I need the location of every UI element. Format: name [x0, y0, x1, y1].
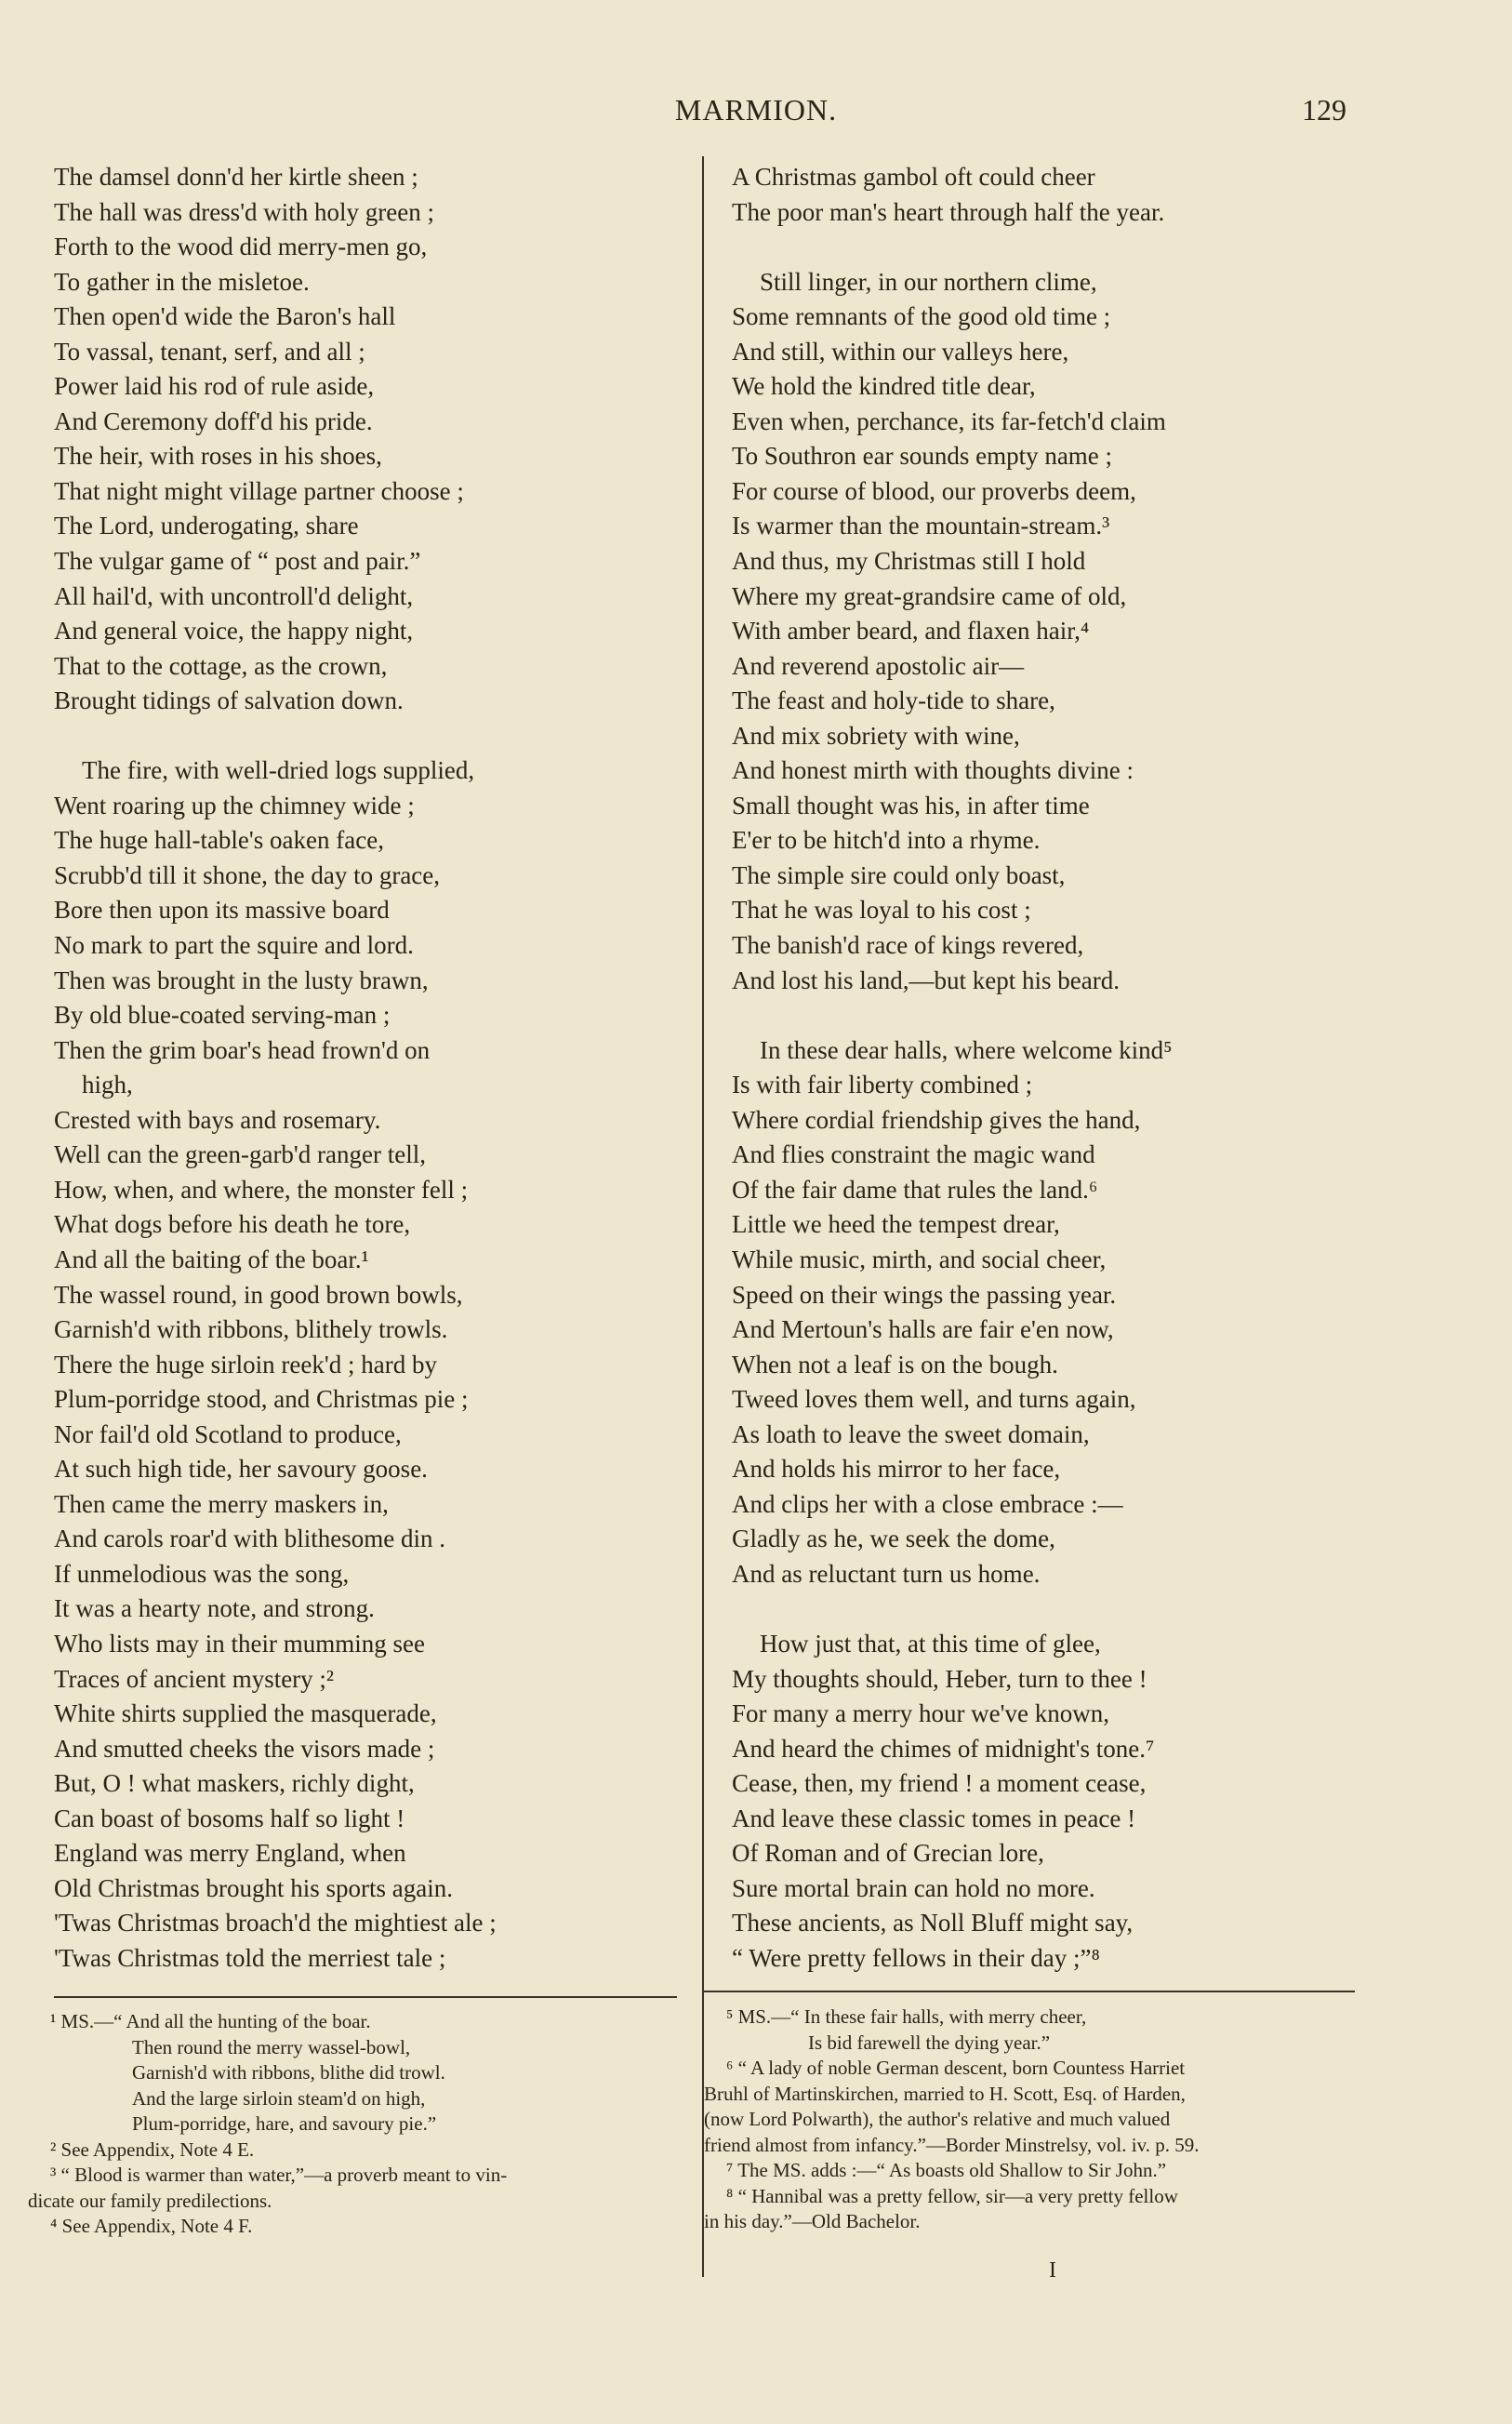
verse-line: The wassel round, in good brown bowls, — [54, 1280, 463, 1309]
verse-line: Small thought was his, in after time — [732, 791, 1090, 819]
verse-line: That he was loyal to his cost ; — [732, 896, 1031, 925]
footnote-line: ⁸ “ Hannibal was a pretty fellow, sir—a very pretty fellow — [726, 2184, 1178, 2207]
footnote-line: ⁷ The MS. adds :—“ As boasts old Shallow to Sir John.” — [726, 2159, 1167, 2181]
verse-line: And reverend apostolic air— — [732, 651, 1025, 680]
verse-line: And Ceremony doff'd his pride. — [54, 406, 373, 435]
footnotes-left — [28, 2009, 688, 2240]
footnote-line: Is bid farewell the dying year.” — [808, 2031, 1051, 2054]
verse-line: Where cordial friendship gives the hand, — [732, 1105, 1141, 1134]
verse-line: To Southron ear sounds empty name ; — [732, 442, 1113, 471]
verse-line: high, — [82, 1071, 133, 1099]
footnote-rule-right — [704, 1991, 1355, 1992]
signature-mark: I — [1049, 2258, 1056, 2283]
footnote-line: (now Lord Polwarth), the author's relative and much valued — [704, 2108, 1171, 2130]
verse-line: Plum-porridge stood, and Christmas pie ; — [54, 1385, 469, 1414]
verse-line: But, O ! what maskers, richly dight, — [54, 1769, 415, 1798]
verse-line: And still, within our valleys here, — [732, 337, 1069, 366]
verse-line: Tweed loves them well, and turns again, — [732, 1385, 1136, 1414]
footnote-line: ¹ MS.—“ And all the hunting of the boar. — [50, 2010, 371, 2032]
verse-line: All hail'd, with uncontroll'd delight, — [54, 581, 414, 610]
footnote-rule-left — [54, 1996, 677, 1998]
verse-line: Is warmer than the mountain-stream.³ — [732, 512, 1110, 540]
left-stanza-2 — [54, 753, 686, 1976]
footnote-line: ⁵ MS.—“ In these fair halls, with merry cheer, — [726, 2005, 1087, 2028]
footnotes-right — [704, 2004, 1355, 2235]
verse-line: These ancients, as Noll Bluff might say, — [732, 1909, 1134, 1938]
verse-line: Then was brought in the lusty brawn, — [54, 966, 429, 994]
verse-line: Power laid his rod of rule aside, — [54, 372, 375, 401]
verse-line: The simple sire could only boast, — [732, 860, 1066, 889]
footnote-line: And the large sirloin steam'd on high, — [132, 2086, 426, 2110]
verse-line: Traces of ancient mystery ;² — [54, 1664, 335, 1693]
verse-line: To gather in the misletoe. — [54, 267, 310, 296]
verse-line: How, when, and where, the monster fell ; — [54, 1175, 469, 1204]
verse-line: And Mertoun's halls are fair e'en now, — [732, 1315, 1114, 1344]
verse-line: Then came the merry maskers in, — [54, 1489, 389, 1518]
verse-line: And holds his mirror to her face, — [732, 1455, 1061, 1484]
verse-line: We hold the kindred title dear, — [732, 372, 1036, 401]
footnote-line: friend almost from infancy.”—Border Minstrelsy, vol. iv. p. 59. — [704, 2133, 1200, 2156]
footnote-line: Bruhl of Martinskirchen, married to H. Scott, Esq. of Harden, — [704, 2082, 1186, 2105]
column-divider — [702, 156, 704, 2277]
verse-line: Even when, perchance, its far-fetch'd claim — [732, 406, 1166, 435]
right-column — [732, 160, 1346, 1976]
verse-line: And general voice, the happy night, — [54, 617, 414, 646]
verse-line: For course of blood, our proverbs deem, — [732, 476, 1136, 505]
verse-line: And heard the chimes of midnight's tone.⁷ — [732, 1734, 1155, 1763]
left-stanza-1 — [54, 160, 686, 719]
verse-line: The fire, with well-dried logs supplied, — [82, 756, 475, 785]
footnote-line: dicate our family predilections. — [28, 2189, 272, 2212]
footnote-line: ⁶ “ A lady of noble German descent, born Countess Harriet — [726, 2057, 1186, 2079]
verse-line: And smutted cheeks the visors made ; — [54, 1734, 435, 1763]
verse-line: And thus, my Christmas still I hold — [732, 547, 1086, 576]
footnote-line: ³ “ Blood is warmer than water,”—a proverb meant to vin- — [50, 2164, 508, 2186]
verse-line: Still linger, in our northern clime, — [760, 267, 1097, 296]
verse-line: While music, mirth, and social cheer, — [732, 1245, 1107, 1273]
verse-line: Little we heed the tempest drear, — [732, 1210, 1060, 1239]
verse-line: Forth to the wood did merry-men go, — [54, 233, 428, 261]
verse-line: The vulgar game of “ post and pair.” — [54, 547, 421, 576]
footnote-line: Garnish'd with ribbons, blithe did trowl. — [132, 2061, 445, 2084]
verse-line: And carols roar'd with blithesome din . — [54, 1525, 446, 1553]
verse-line: And as reluctant turn us home. — [732, 1559, 1041, 1588]
verse-line: Nor fail'd old Scotland to produce, — [54, 1419, 402, 1448]
verse-line: Old Christmas brought his sports again. — [54, 1873, 453, 1902]
verse-line: Bore then upon its massive board — [54, 896, 390, 925]
page-number: 129 — [1302, 93, 1346, 127]
right-stanza-2 — [732, 265, 1346, 998]
verse-line: And all the baiting of the boar.¹ — [54, 1245, 369, 1273]
verse-line: If unmelodious was the song, — [54, 1559, 350, 1588]
stanza-gap — [732, 998, 1346, 1033]
verse-line: The heir, with roses in his shoes, — [54, 442, 382, 471]
left-column — [54, 160, 686, 1976]
footnote-line: Plum-porridge, hare, and savoury pie.” — [132, 2112, 437, 2135]
footnote-line: Then round the merry wassel-bowl, — [132, 2035, 411, 2058]
verse-line: The Lord, underogating, share — [54, 512, 359, 540]
verse-line: Can boast of bosoms half so light ! — [54, 1804, 405, 1832]
verse-line: Some remnants of the good old time ; — [732, 302, 1111, 331]
verse-line: And mix sobriety with wine, — [732, 721, 1020, 750]
verse-line: The huge hall-table's oaken face, — [54, 826, 384, 855]
verse-line: My thoughts should, Heber, turn to thee ! — [732, 1664, 1147, 1693]
verse-line: And lost his land,—but kept his beard. — [732, 966, 1120, 994]
verse-line: Gladly as he, we seek the dome, — [732, 1525, 1055, 1553]
verse-line: When not a leaf is on the bough. — [732, 1350, 1058, 1378]
verse-line: How just that, at this time of glee, — [760, 1629, 1101, 1658]
verse-line: Sure mortal brain can hold no more. — [732, 1873, 1095, 1902]
verse-line: 'Twas Christmas broach'd the mightiest ale ; — [54, 1909, 497, 1938]
verse-line: The feast and holy-tide to share, — [732, 686, 1055, 715]
verse-line: 'Twas Christmas told the merriest tale ; — [54, 1943, 446, 1972]
verse-line: “ Were pretty fellows in their day ;”⁸ — [732, 1943, 1100, 1972]
verse-line: And clips her with a close embrace :— — [732, 1489, 1123, 1518]
verse-line: To vassal, tenant, serf, and all ; — [54, 337, 365, 366]
verse-line: Who lists may in their mumming see — [54, 1629, 425, 1658]
verse-line: That to the cottage, as the crown, — [54, 651, 388, 680]
verse-line: Brought tidings of salvation down. — [54, 686, 404, 715]
verse-line: There the huge sirloin reek'd ; hard by — [54, 1350, 437, 1378]
right-stanza-3 — [732, 1033, 1346, 1592]
verse-line: And flies constraint the magic wand — [732, 1140, 1095, 1169]
verse-line: No mark to part the squire and lord. — [54, 931, 414, 960]
verse-line: In these dear halls, where welcome kind⁵ — [760, 1035, 1173, 1064]
right-stanza-4 — [732, 1627, 1346, 1976]
verse-line: Well can the green-garb'd ranger tell, — [54, 1140, 426, 1169]
verse-line: A Christmas gambol oft could cheer — [732, 163, 1095, 191]
verse-line: White shirts supplied the masquerade, — [54, 1699, 437, 1728]
stanza-gap — [732, 230, 1346, 265]
verse-line: Crested with bays and rosemary. — [54, 1105, 381, 1134]
verse-line: The hall was dress'd with holy green ; — [54, 197, 435, 226]
verse-line: The damsel donn'd her kirtle sheen ; — [54, 163, 418, 191]
footnote-line: in his day.”—Old Bachelor. — [704, 2210, 921, 2232]
verse-line: With amber beard, and flaxen hair,⁴ — [732, 617, 1090, 646]
verse-line: By old blue-coated serving-man ; — [54, 1001, 391, 1030]
verse-line: Went roaring up the chimney wide ; — [54, 791, 415, 819]
verse-line: Speed on their wings the passing year. — [732, 1280, 1117, 1309]
stanza-gap — [732, 1592, 1346, 1627]
verse-line: For many a merry hour we've known, — [732, 1699, 1110, 1728]
running-head-title: MARMION. — [674, 93, 838, 127]
verse-line: England was merry England, when — [54, 1839, 406, 1868]
verse-line: And leave these classic tomes in peace ! — [732, 1804, 1136, 1832]
verse-line: And honest mirth with thoughts divine : — [732, 756, 1134, 785]
verse-line: Then the grim boar's head frown'd on — [54, 1035, 431, 1064]
verse-line: What dogs before his death he tore, — [54, 1210, 411, 1239]
footnote-line: ⁴ See Appendix, Note 4 F. — [50, 2215, 253, 2237]
footnote-line: ² See Appendix, Note 4 E. — [50, 2138, 255, 2161]
verse-line: Of the fair dame that rules the land.⁶ — [732, 1175, 1098, 1204]
verse-line: Cease, then, my friend ! a moment cease, — [732, 1769, 1147, 1798]
verse-line: It was a hearty note, and strong. — [54, 1594, 375, 1623]
right-stanza-1 — [732, 160, 1346, 230]
verse-line: Is with fair liberty combined ; — [732, 1071, 1033, 1099]
stanza-gap — [54, 719, 686, 754]
verse-line: Then open'd wide the Baron's hall — [54, 302, 396, 331]
verse-line: At such high tide, her savoury goose. — [54, 1455, 428, 1484]
verse-line: Of Roman and of Grecian lore, — [732, 1839, 1044, 1868]
verse-line: Scrubb'd till it shone, the day to grace, — [54, 860, 441, 889]
verse-line: The poor man's heart through half the year. — [732, 197, 1165, 226]
verse-line: E'er to be hitch'd into a rhyme. — [732, 826, 1041, 855]
verse-line: Where my great-grandsire came of old, — [732, 581, 1127, 610]
verse-line: The banish'd race of kings revered, — [732, 931, 1084, 960]
verse-line: That night might village partner choose ; — [54, 476, 464, 505]
verse-line: As loath to leave the sweet domain, — [732, 1419, 1090, 1448]
verse-line: Garnish'd with ribbons, blithely trowls. — [54, 1315, 448, 1344]
